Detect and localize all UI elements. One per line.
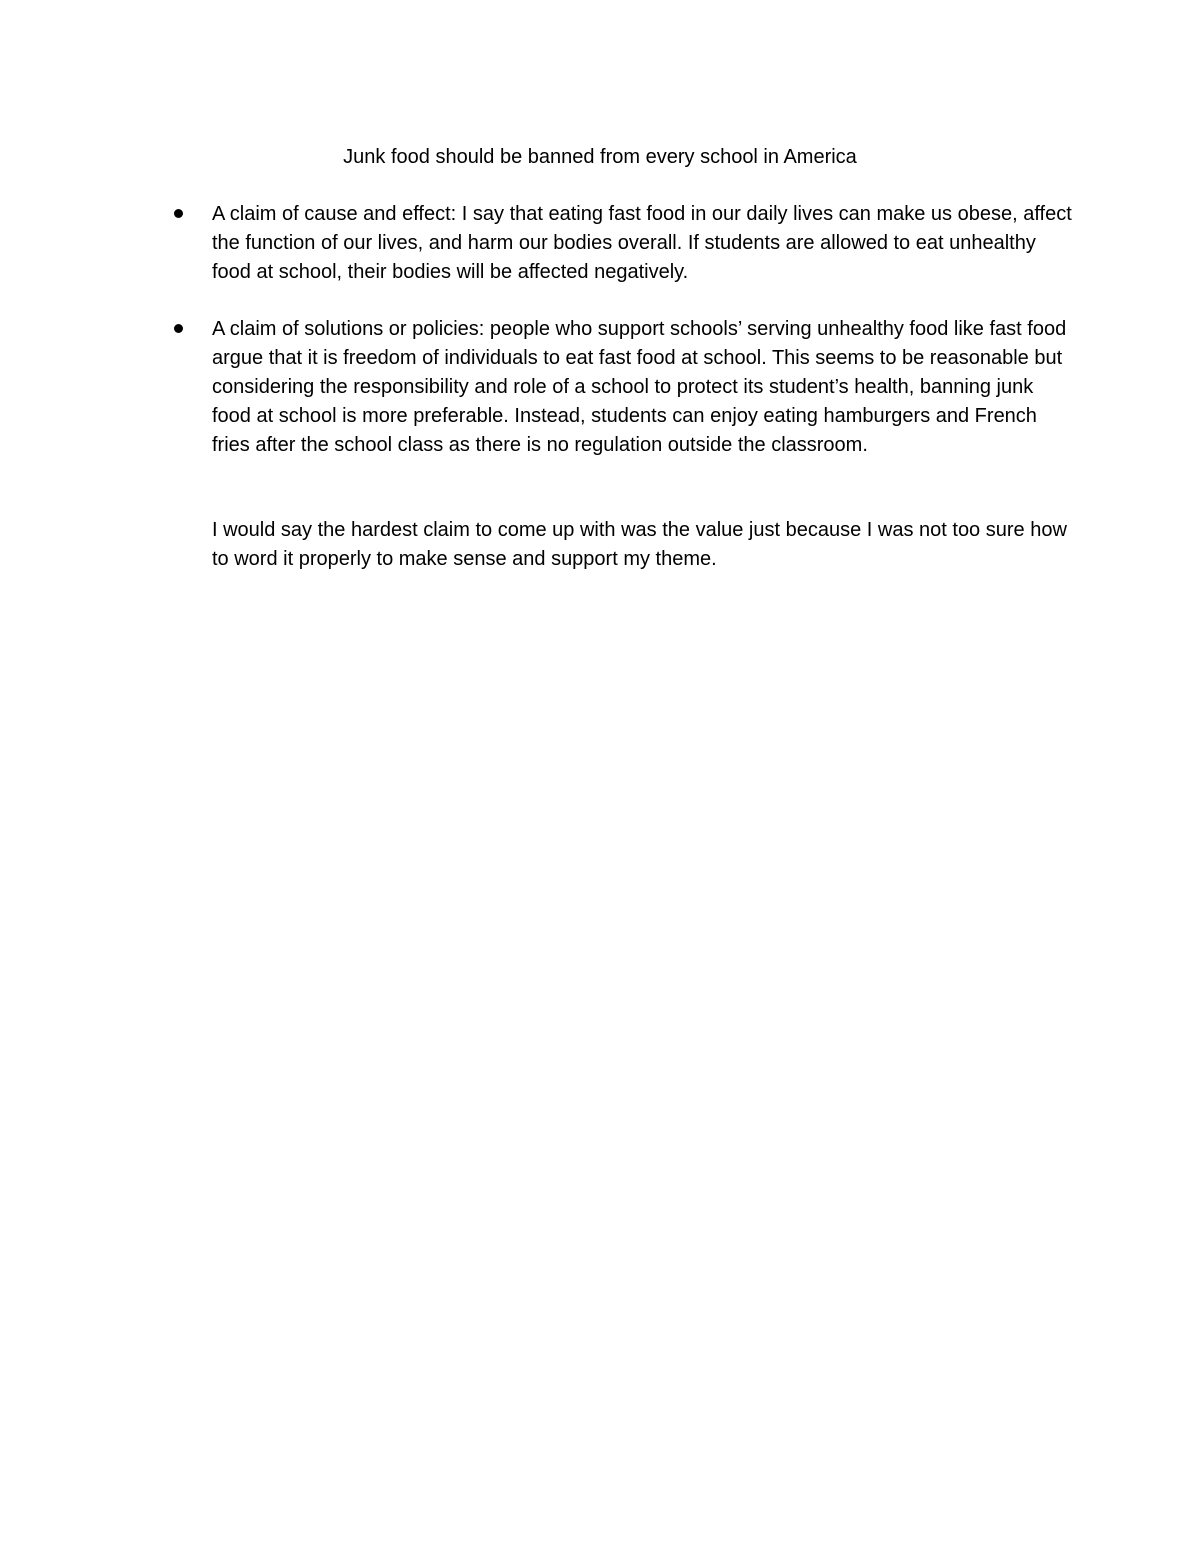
- claims-list: [212, 200, 1072, 488]
- claim-cause-effect: [212, 200, 1072, 287]
- reflection-paragraph: I would say the hardest claim to come up with was the value just because I was not too sure how to word it properly to make sense and support my theme.: [212, 519, 1067, 570]
- claim-text: A claim of solutions or policies: people who support schools’ serving unhealthy food like fast food argue that it is freedom of individuals to eat fast food at school. This seems to be reasonable but considering the responsibility and role of a school to protect its student’s health, banning junk food at school is more preferable. Instead, students can enjoy eating hamburgers and French fries after the school class as there is no regulation outside the classroom.: [212, 318, 1067, 456]
- document-title: Junk food should be banned from every school in America: [343, 146, 857, 168]
- claim-solutions-policies: [212, 315, 1072, 460]
- bullet-dot-icon: [174, 324, 183, 333]
- claim-text: A claim of cause and effect: I say that eating fast food in our daily lives can make us obese, affect the function of our lives, and harm our bodies overall. If students are allowed to eat unhealthy food at school, their bodies will be affected negatively.: [212, 203, 1072, 283]
- bullet-dot-icon: [174, 209, 183, 218]
